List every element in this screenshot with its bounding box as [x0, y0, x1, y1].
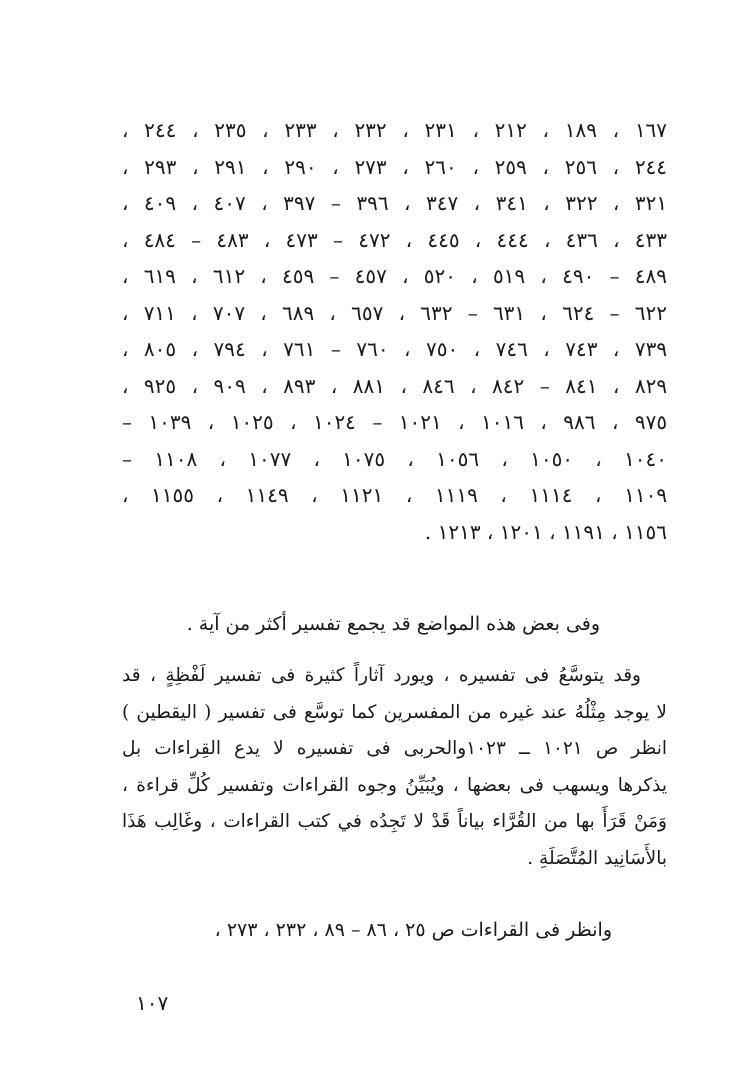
paragraph-line: وَمَنْ قَرَأَ بها من القُرَّاء بياناً قَدْ لا تَجِدُه في كتب القراءات ، وغَالِب هَذَا: [122, 811, 667, 833]
paragraph-line: انظر ص ١٠٢١ ــ ١٠٢٣والحربى فى تفسيره لا يدع القِراءات بل: [122, 738, 667, 760]
note-line: وفى بعض هذه المواضع قد يجمع تفسير أكثر من آية .: [186, 613, 600, 635]
reference-line: ١١٥٦ ، ١١٩١ ، ١٢٠١ ، ١٢١٣ .: [424, 519, 667, 544]
reference-line: ١٦٧ ، ١٨٩ ، ٢١٢ ، ٢٣١ ، ٢٣٢ ، ٢٣٣ ، ٢٣٥ ، ٢٤٤ ،: [122, 118, 668, 142]
reference-line: ٦٢٢ – ٦٢٤ ، ٦٣١ – ٦٣٢ ، ٦٥٧ ، ٦٨٩ ، ٧٠٧ ، ٧١١ ،: [122, 300, 667, 325]
reference-line: ٢٤٤ ، ٢٥٦ ، ٢٥٩ ، ٢٦٠ ، ٢٧٣ ، ٢٩٠ ، ٢٩١ ، ٢٩٣ ،: [122, 154, 668, 179]
reference-line: ٤٨٩ – ٤٩٠ ، ٥١٩ ، ٥٢٠ ، ٤٥٧ – ٤٥٩ ، ٦١٢ ، ٦١٩ ،: [122, 264, 667, 288]
page-number: ١٠٧: [136, 991, 169, 1015]
paragraph-line: يذكرها ويسهب فى بعضها ، ويُبَيِّنُ وجوه القراءات وتفسير كُلِّ قراءة ،: [122, 774, 667, 796]
paragraph-line: وقد يتوسَّعُ فى تفسيره ، ويورد آثاراً كثيرة فى تفسير لَفْظِةٍ ، قد: [122, 665, 641, 686]
paragraph-line: لا يوجد مِثْلُهُ عند غيره من المفسرين كما توسَّع فى تفسير ( اليقطين ): [122, 701, 667, 723]
reference-line: ٧٣٩ ، ٧٤٣ ، ٧٤٦ ، ٧٥٠ ، ٧٦٠ – ٧٦١ ، ٧٩٤ ، ٨٠٥ ،: [122, 337, 668, 361]
reference-line: ١١٠٩ ، ١١١٤ ، ١١١٩ ، ١١٢١ ، ١١٤٩ ، ١١٥٥ ،: [122, 483, 668, 507]
qiraat-references-line: وانظر فى القراءات ص ٢٥ ، ٨٦ – ٨٩ ، ٢٣٢ ، ٢٧٣ ،: [214, 919, 612, 941]
reference-line: ٣٢١ ، ٣٢٢ ، ٣٤١ ، ٣٤٧ ، ٣٩٦ – ٣٩٧ ، ٤٠٧ ، ٤٠٩ ،: [122, 191, 668, 215]
reference-line: ١٠٤٠ ، ١٠٥٠ ، ١٠٥٦ ، ١٠٧٥ ، ١٠٧٧ ، ١١٠٨ –: [122, 446, 667, 471]
reference-line: ٩٧٥ ، ٩٨٦ ، ١٠١٦ ، ١٠٢١ – ١٠٢٤ ، ١٠٢٥ ، ١٠٣٩ –: [122, 410, 668, 434]
page-references-block: [122, 112, 667, 550]
reference-line: ٤٣٣ ، ٤٣٦ ، ٤٤٤ ، ٤٤٥ ، ٤٧٢ – ٤٧٣ ، ٤٨٣ – ٤٨٤ ،: [122, 227, 667, 252]
reference-line: ٨٢٩ ، ٨٤١ – ٨٤٢ ، ٨٤٦ ، ٨٨١ ، ٨٩٣ ، ٩٠٩ ، ٩٢٥ ،: [122, 373, 668, 398]
body-paragraph: [122, 658, 667, 878]
paragraph-line: بالأَسَانِيد المُتَّصَلَةِ .: [527, 847, 667, 869]
